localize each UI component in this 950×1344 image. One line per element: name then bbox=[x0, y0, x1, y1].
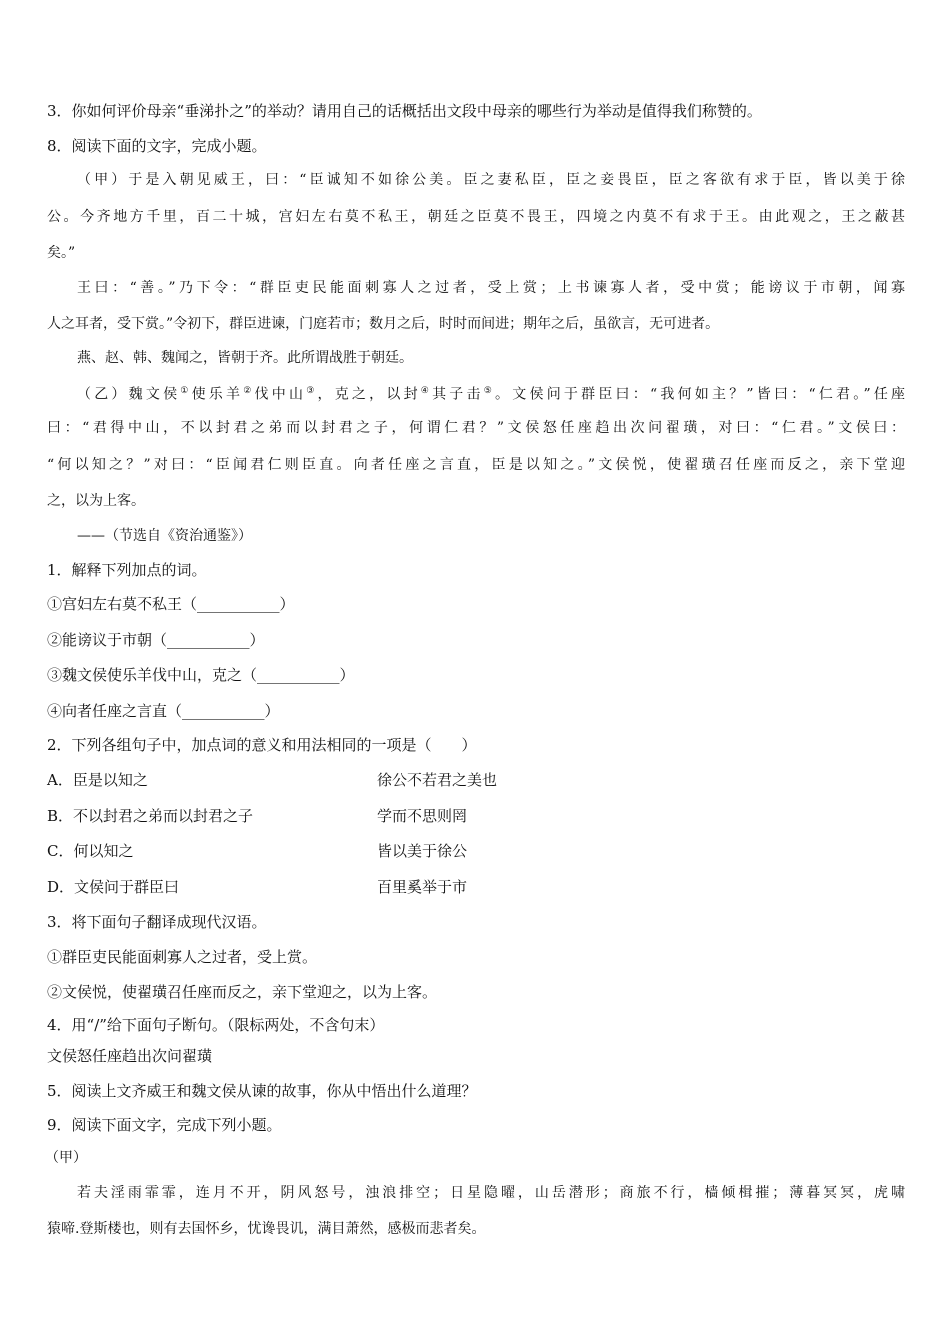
passage-line: 王曰：“善。”乃下令：“群臣吏民能面刺寡人之过者，受上赏；上书谏寡人者，受中赏；能谤议于市朝，闻寡 bbox=[77, 280, 905, 296]
subquestion-4: 4．用“/”给下面句子断句。（限标两处，不含句末） bbox=[47, 1016, 385, 1034]
passage-line: 之，以为上客。 bbox=[47, 493, 145, 509]
option-left: D．文侯问于群臣曰 bbox=[47, 878, 180, 896]
option-row bbox=[47, 841, 905, 861]
subquestion-3: 3．将下面句子翻译成现代汉语。 bbox=[47, 913, 267, 931]
passage-line: 曰：“君得中山，不以封君之弟而以封君之子，何谓仁君？”文侯怒任座趋出次问翟璜，对曰：“仁君。”文侯曰： bbox=[47, 420, 905, 436]
passage-line: 矣。” bbox=[47, 245, 76, 261]
passage-line: 人之耳者，受下赏。”令初下，群臣进谏，门庭若市；数月之后，时时而间进；期年之后，虽欲言，无可进者。 bbox=[47, 316, 720, 332]
text: （乙）魏文侯 bbox=[77, 386, 181, 403]
option-right: 皆以美于徐公 bbox=[377, 842, 468, 860]
footnote-mark: ④ bbox=[420, 386, 433, 396]
option-left: C．何以知之 bbox=[47, 842, 134, 860]
fill-item: ②能谤议于市朝（___________） bbox=[47, 631, 265, 649]
subquestion-1: 1．解释下列加点的词。 bbox=[47, 561, 207, 579]
text: 其子击 bbox=[432, 386, 484, 403]
text: 伐中山 bbox=[254, 386, 307, 403]
footnote-mark: ③ bbox=[306, 386, 318, 396]
question-3-prev: 3．你如何评价母亲“垂涕扑之”的举动？请用自己的话概括出文段中母亲的哪些行为举动是值得我们称赞的。 bbox=[47, 102, 762, 120]
option-right: 徐公不若君之美也 bbox=[377, 771, 498, 789]
fill-item: ①宫妇左右莫不私王（___________） bbox=[47, 595, 295, 613]
fill-item: ④向者任座之言直（___________） bbox=[47, 702, 280, 720]
option-row bbox=[47, 806, 905, 826]
subquestion-5: 5．阅读上文齐威王和魏文侯从谏的故事，你从中悟出什么道理？ bbox=[47, 1082, 477, 1100]
footnote-mark: ⑤ bbox=[483, 386, 496, 396]
text: 使乐羊 bbox=[191, 386, 244, 403]
option-left: B．不以封君之弟而以封君之子 bbox=[47, 807, 254, 825]
question-9-title: 9．阅读下面文字，完成下列小题。 bbox=[47, 1116, 282, 1134]
option-right: 学而不思则罔 bbox=[377, 807, 468, 825]
passage-line: “何以知之？”对曰：“臣闻君仁则臣直。向者任座之言直，臣是以知之。”文侯悦，使翟璜召任座而反之，亲下堂迎 bbox=[47, 457, 905, 473]
option-row bbox=[47, 770, 905, 790]
punctuate-text: 文侯怒任座趋出次问翟璜 bbox=[47, 1047, 213, 1065]
footnote-mark: ① bbox=[180, 386, 192, 396]
translate-item: ②文侯悦，使翟璜召任座而反之，亲下堂迎之，以为上客。 bbox=[47, 983, 438, 1001]
text: ，克之，以封 bbox=[317, 386, 421, 403]
text: 。文侯问于群臣曰：“我何如主？”皆曰：“仁君。”任座 bbox=[495, 386, 906, 403]
option-right: 百里奚举于市 bbox=[377, 878, 468, 896]
question-8-title: 8．阅读下面的文字，完成小题。 bbox=[47, 137, 267, 155]
footnote-mark: ② bbox=[243, 386, 255, 396]
passage-line: （甲）于是入朝见威王，曰：“臣诚知不如徐公美。臣之妻私臣，臣之妾畏臣，臣之客欲有求于臣，皆以美于徐 bbox=[77, 172, 905, 188]
passage-label: （甲） bbox=[45, 1150, 87, 1166]
passage-line bbox=[77, 381, 905, 405]
source-citation: ——（节选自《资治通鉴》） bbox=[77, 528, 252, 544]
passage-line: 公。今齐地方千里，百二十城，宫妇左右莫不私王，朝廷之臣莫不畏王，四境之内莫不有求于王。由此观之，王之蔽甚 bbox=[47, 209, 905, 225]
translate-item: ①群臣吏民能面刺寡人之过者，受上赏。 bbox=[47, 948, 318, 966]
fill-item: ③魏文侯使乐羊伐中山，克之（___________） bbox=[47, 666, 355, 684]
option-row bbox=[47, 877, 905, 897]
passage-line: 燕、赵、韩、魏闻之，皆朝于齐。此所谓战胜于朝廷。 bbox=[77, 350, 413, 366]
subquestion-2: 2．下列各组句子中，加点词的意义和用法相同的一项是（ ） bbox=[47, 736, 477, 754]
passage-line: 若夫淫雨霏霏，连月不开，阴风怒号，浊浪排空；日星隐曜，山岳潜形；商旅不行，樯倾楫摧；薄暮冥冥，虎啸 bbox=[77, 1185, 905, 1201]
passage-line: 猿啼.登斯楼也，则有去国怀乡，忧谗畏讥，满目萧然，感极而悲者矣。 bbox=[47, 1221, 486, 1237]
option-left: A．臣是以知之 bbox=[47, 771, 148, 789]
